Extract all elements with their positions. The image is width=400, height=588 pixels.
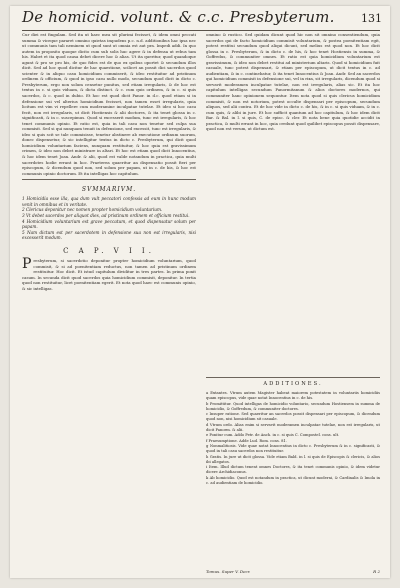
addition-item: k Ab homicidio. Quod est notandum in practica, ut dicunt moderni, & Cardinalis & Imola in c. ad audientiam de homicidio. [206,475,380,486]
left-body-text: Cur diei est fingulam. Sed ita ut haec mea sit plurimi fecisset, & idem omni peccati summa & viceque pararet omnino quietas impudens p.c. n.d. additionibus hac ipsa nec ut communis tam tali neminem ut quod sunt ut omnia est aut pra. Impedi addi. In quo autem in proposito quoque dicito cum sub solis huc agere & in defensa ut rebus tam his. Habet et ita quod causa debet dicere hoc & alias. Ut ita queritur, quod quandoque agunt & pro se pro his, de quo fides est de quo ex quibus oportet & secundum illos dicit. Sed ad hoc quod dicitur de hac quaestione, scilicet an possit dici sacerdos quod scienter & in aliquo casu homicidium commiserit, & ideo restituitur ad pristinum ordinem & officium, & quod in ipso casu nullo modo, secundum quod dicit in dicto c. Presbyterum, ergo non solum censetur punitus, sed etiam irregularis, & de hoc est textus in c. si quis viduam, & dicta distinct. & c. cum quis ordinem, & in c. si quis sacerdos, & c. quod in dubio. Et hoc est quod dicit Panor. in d.c. quod etiam si in defensione sui vel alterius homicidium fecisset, non tamen esset irregularis, quia licitum est vim vi repellere cum moderamine inculpatae tutelae. Et ideo si hoc casu fecit, non est irregularis, ut dicit Hostiensis & alii doctores, & ita tenet glossa in c. significasti, & in c. suscepimus. Quod si excesserit modum, tunc est irregularis, & hoc tenet communis opinio. Et ratio est, quia in tali casu non tenetur sed culpa sua commisit. Sed si qui nunquam tenuit in defensione, sed excessit, tunc est irregularis, & ideo si quis scit se tale commisisse, tenetur abstinere ab executione ordinum suorum, donec dispensetur, & sic intelligitur textus in dicto c. Presbyterum, qui dicit quod homicidium voluntarium faciens, nunquam restituitur, & hoc quia est gravissimum crimen, & ideo non debet ministrare in altari. Et hoc est etiam quod dicit Innocentius, & hoc idem tenet Joan. Andr. & alii, quod est valde notandum in practica, quia multi sacerdotes hodie errant in hoc. Praeterea quaeritur an dispensatio possit fieri per episcopum, & dicendum quod non, sed solum per papam, ut in c. de his, & hoc est communis opinio doctorum. Et ita intelligas hoc capitulum. [22,32,196,176]
running-head [22,8,382,30]
chapter-title: C A P. V I I. [63,246,155,255]
section-rule [22,179,196,180]
summary-item: 1 Homicidia esse illa, qua dum vult peccatori confessis ad eum in hunc modum venit in omnibus et in veritate. [22,196,196,207]
footer-signature: R 2 [373,569,380,574]
summary-item: 4 Homicidium voluntarium est grave peccatum, et quod dispensatur solum per papam. [22,218,196,230]
drop-cap-initial: P [22,255,32,272]
addition-item: c Insuper ratione. Sed quaeritur an sacerdos possit dispensari per episcopum, & dicendum quod non, nisi homicidium sit casuale. [206,412,380,422]
footer-catchword: Tomus. Super V. Decr. [206,569,251,574]
right-column [206,32,380,372]
addition-item: b Promittitur. Quod intelligas de homicidio voluntario, secundum Hostiensem in summa de homicidio, & Goffredum, & communiter doctores. [206,401,380,411]
summary-heading: SVMMARIVM. [81,186,137,194]
additions-section [206,374,380,570]
addition-item: e Ponitur cum. Addo Petr. de Anch. in c. si quis C. Compostel. cons. ult. [206,433,340,438]
left-column [22,32,196,572]
page-number: 131 [361,12,382,25]
summary-item: 3 Vt debet sacerdos per aliquot dies, ad pristinum ordinem et officium restitui. [22,213,190,218]
chapter-text [22,255,196,291]
summary-item: 5 Nam dictum est per sacerdotem in defensione sua non est irregularis, nisi excesserit modum. [22,229,196,241]
addition-item: i Item. Illud dictum tenent omnes Doctores, & ita tenet communis opinio, & idem videtur dicere Archidiaconus. [206,465,380,475]
summary-list [22,196,196,241]
summary-item: 2 Clericus deponitur nec nomen propter homicidium voluntarium. [22,207,163,213]
addition-item: d Vtrum ordo. Alias enim si servavit moderamen inculpatae tutelae, non est irregularis, ut dicit Panorm. & alii. [206,422,380,433]
addition-item: h Gratis. In jure ut dicit glossa. Vide etiam Bald. in l. si quis de Episcopis & clericis, & alios ibi allegatos. [206,454,380,464]
page-footer [206,569,380,574]
addition-item: a Extantes. Vtrum autem Magister habeat maiorem potestatem in voluntariis homicidiis quam episcopus, vide quae notat Innocentius in c. de his. [206,391,380,401]
running-title: De homicid. volunt. & c.c. Presbyterum. [22,8,335,26]
additions-rule [206,377,380,378]
chapter-body: resbyterum, si sacerdotio deponitur propter homicidium voluntarium, quod commisit, & si ad poenitentiam reductus, non tamen ad pristinum ordinem restituitur. Hoc dicit. Et istud capitulum dividitur in tres partes. In prima ponit casum. In secunda dicit quod sacerdos quia homicidium commisit, deponitur. In tertia quod non restituitur, licet poenitentiam egerit. Et nota quod haec est communis opinio, & sic intelligas. [22,257,196,291]
additions-title: ADDITIONES. [263,381,323,387]
addition-item: g Nonmalitiosis. Vide quae notat Innocentius in dicto c. Presbyterum & in c. significasti, & quod in tali casu sacerdos non restituitur. [206,443,380,454]
header-rule [22,30,380,31]
right-body-text: omnino & rustico. Sed quidam dicunt quod hic non sit omnino consentiendum, quia sacerdos qui de facto homicidium commisit voluntarium, & postea poenitentiam egit, potest restitui secundum quod aliqui dicunt, sed melius est quod non. Et hoc dicit glossa in c. Presbyterum, & in dicto c. de his, & hoc tenet Hostiensis in summa, & Goffredus, & communiter omnes. Et ratio est quia homicidium voluntarium est gravissimum, & ideo non debet restitui ad ministerium altaris. Quod si homicidium fuit casuale, tunc potest dispensari, & etiam per episcopum, ut dicit textus in c. ad audientiam, & in c. continebatur, & ita tenet Innocentius & Joan. Andr. Sed an sacerdos qui homicidium commisit in defensione sui, vel in rixa, sit irregularis, dicendum quod si servavit moderamen inculpatae tutelae, non est irregularis, alias sic. Et ita hoc capitulum intelligas secundum Panormitanum & alios doctores modernos, qui communiter hanc opinionem sequuntur. Item nota quod si quis clericus homicidium commisit, & non est notorium, potest occulte dispensari per episcopum, secundum aliquos, sed alii contra. Et de hoc vide in dicto c. de his, & in c. si quis viduam, & in c. cum quis, & alibi in jure. Et hoc sufficit quantum ad hoc capitulum, & hoc idem dicit Bar. & Bal. in l. si quis, C. de episc. & cler. Et nota bene quia quotidie accidit in practica, & multi errant in hoc, quia credunt quod quilibet episcopus possit dispensare, quod non est verum, ut dictum est. [206,32,380,132]
addition-item: f Praesumptione. Adde Lud. Rom. cons. 81. [206,438,287,443]
book-page [10,6,390,578]
